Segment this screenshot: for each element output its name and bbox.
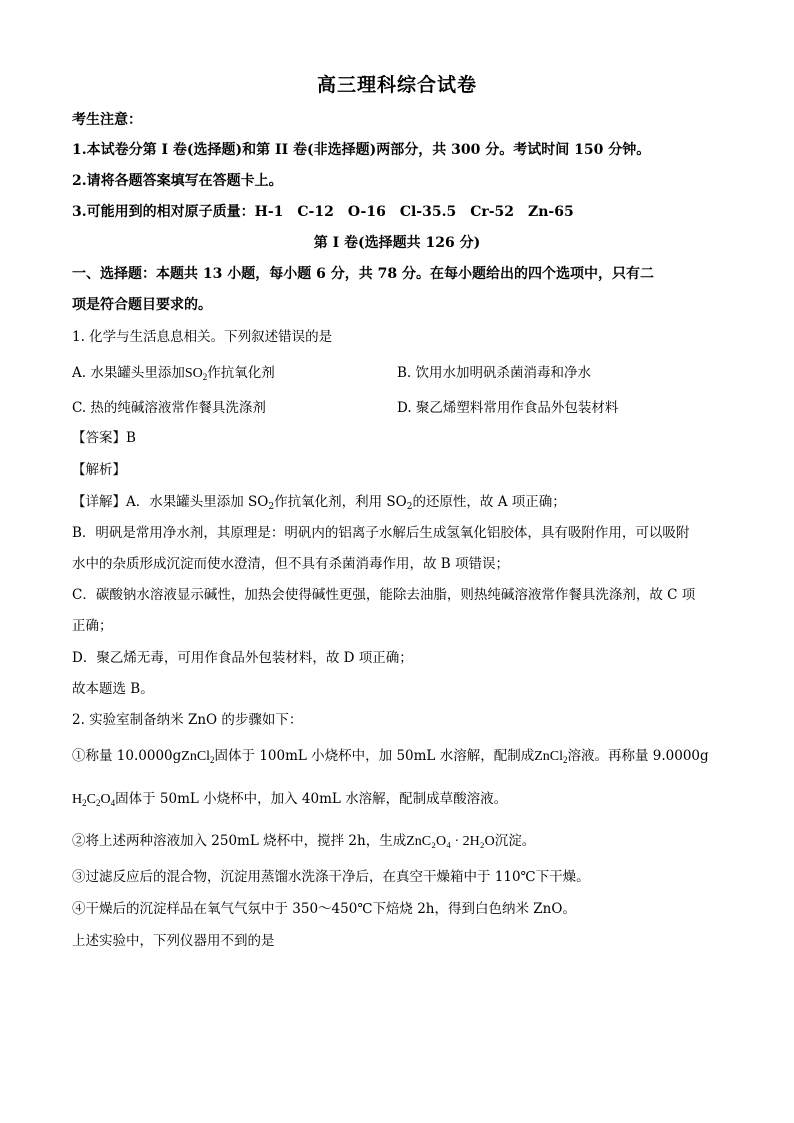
q1-answer: 【答案】B (72, 430, 136, 446)
q1-detail-line: 【详解】A．水果罐头里添加 $SO_2$作抗氧化剂，利用 $SO_2$的还原性，故 A 项正确； (72, 494, 566, 512)
q1-analysis-label: 【解析】 (72, 462, 126, 478)
section-heading: 第 I 卷(选择题共 126 分) (313, 235, 481, 251)
q1-option-c: C. 热的纯碱溶液常作餐具洗涤剂 (72, 400, 266, 416)
q1-stem: 1. 化学与生活息息相关。下列叙述错误的是 (72, 329, 333, 345)
notice-item-3: 3.可能用到的相对原子质量：H-1 C-12 O-16 Cl-35.5 Cr-52 Zn-65 (72, 204, 574, 220)
q1-option-d: D. 聚乙烯塑料常用作食品外包装材料 (397, 400, 619, 416)
page-title: 高三理科综合试卷 (316, 74, 477, 96)
q1-option-a-suffix: 作抗氧化剂 (207, 365, 275, 381)
q1-c-explanation-line-2: 正确； (72, 618, 113, 634)
notice-item-1: 1.本试卷分第 I 卷(选择题)和第 II 卷(非选择题)两部分，共 300 分。考试时间 150 分钟。 (72, 142, 651, 158)
q1-option-a-prefix: A. 水果罐头里添加 (72, 365, 185, 381)
section-instruction-line-2: 项是符合题目要求的。 (72, 297, 212, 313)
notice-item-2: 2.请将各题答案填写在答题卡上。 (72, 173, 283, 189)
q2-step-4: ④干燥后的沉淀样品在氧气气氛中于 350～450℃下焙烧 2h，得到白色纳米 ZnO。 (72, 901, 576, 917)
section-instruction-line-1: 一、选择题：本题共 13 小题，每小题 6 分，共 78 分。在每小题给出的四个选项中，只有二 (72, 266, 654, 282)
q1-d-explanation: D．聚乙烯无毒，可用作食品外包装材料，故 D 项正确； (72, 650, 413, 666)
q1-option-b: B. 饮用水加明矾杀菌消毒和净水 (397, 365, 592, 381)
q2-step-2: ②将上述两种溶液加入 250mL 烧杯中，搅拌 2h，生成ZnC₂O₄ · 2H₂O沉淀。 (72, 833, 536, 849)
q2-question: 上述实验中，下列仪器用不到的是 (72, 933, 275, 949)
notice-heading: 考生注意： (72, 112, 142, 128)
oxalic-acid-formula: $H_2C_2O_4$ (72, 792, 116, 808)
q2-stem: 2. 实验室制备纳米 ZnO 的步骤如下： (72, 712, 303, 728)
q1-c-explanation-line-1: C．碳酸钠水溶液显示碱性，加热会使得碱性更强，能除去油脂，则热纯碱溶液常作餐具洗涤剂，故 C 项 (72, 587, 696, 603)
zncl2-formula: ZnCl$_2$ (534, 749, 568, 765)
q1-option-a-formula: $SO_2$ (184, 366, 208, 382)
zinc-oxalate-formula: ZnC₂O₄ · 2H₂O (406, 834, 495, 849)
q1-b-explanation-line-2: 水中的杂质形成沉淀而使水澄清，但不具有杀菌消毒作用，故 B 项错误； (72, 556, 510, 572)
zncl2-formula: ZnCl$_2$ (181, 749, 215, 765)
q1-option-a (72, 363, 275, 387)
q1-b-explanation-line-1: B．明矾是常用净水剂，其原理是：明矾内的铝离子水解后生成氢氧化铝胶体，具有吸附作用，可以吸附 (72, 525, 690, 541)
q2-step-3: ③过滤反应后的混合物，沉淀用蒸馏水洗涤干净后，在真空干燥箱中于 110℃下干燥。 (72, 869, 590, 885)
q1-conclusion: 故本题选 B。 (72, 681, 154, 697)
q2-step-1-line-1: ①称量 10.0000gZnCl$_2$固体于 100mL 小烧杯中，加 50mL 水溶解，配制成ZnCl$_2$溶液。再称量 9.0000g (72, 748, 709, 765)
q2-step-1-line-2: $H_2C_2O_4$固体于 50mL 小烧杯中，加入 40mL 水溶解，配制成草酸溶液。 (72, 791, 508, 808)
